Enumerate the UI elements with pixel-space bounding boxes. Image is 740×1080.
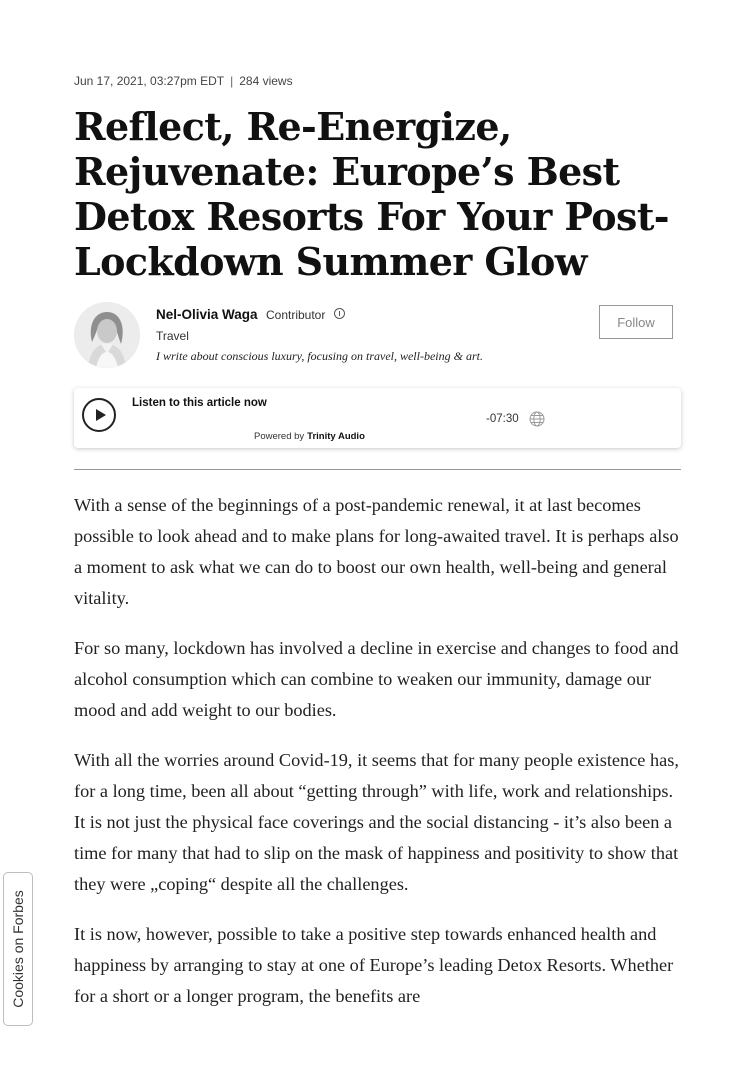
play-icon[interactable] [82, 398, 116, 432]
publish-date: Jun 17, 2021, 03:27pm EDT [74, 74, 225, 88]
author-avatar[interactable] [74, 302, 140, 368]
powered-by-label: Powered by [254, 431, 305, 442]
author-block [74, 300, 682, 370]
author-section[interactable]: Travel [156, 329, 189, 343]
author-name-row [156, 306, 345, 324]
listen-label: Listen to this article now [132, 397, 267, 409]
article-body [74, 490, 684, 1031]
article-paragraph: With a sense of the beginnings of a post-pandemic renewal, it at last becomes possible to look ahead and to make plans for long-awaited travel. It is perhaps also a moment to ask what we can do to boost our own health, well-being and general vitality. [74, 495, 679, 608]
article-paragraph: It is now, however, possible to take a positive step towards enhanced health and happiness by arranging to stay at one of Europe’s leading Detox Resorts. Whether for a short or a longer program, the benefits are [74, 924, 674, 1006]
powered-by [254, 431, 365, 442]
article-headline: Reflect, Re-Energize, Rejuvenate: Europe’s Best Detox Resorts For Your Post-Lockdown Summer Glow [74, 104, 669, 284]
article-paragraph: For so many, lockdown has involved a decline in exercise and changes to food and alcohol consumption which can combine to weaken our immunity, damage our mood and add weight to our bodies. [74, 638, 679, 720]
author-bio: I write about conscious luxury, focusing on travel, well-being & art. [156, 349, 483, 363]
audio-provider[interactable]: Trinity Audio [307, 431, 365, 442]
header-divider [74, 469, 681, 470]
meta-separator: | [230, 74, 234, 88]
cookies-on-forbes-button[interactable] [3, 872, 33, 1026]
author-name[interactable]: Nel-Olivia Waga [156, 307, 258, 322]
audio-player [74, 388, 681, 448]
article-paragraph: With all the worries around Covid-19, it seems that for many people existence has, for a long time, been all about “getting through” with life, work and relationships. It is not just the physical face coverings and the social distancing - it’s also been a time for many that had to slip on the mask of happiness and positivity to show that they were „coping“ despite all the challenges. [74, 750, 679, 894]
article-meta [74, 74, 293, 88]
time-remaining: -07:30 [486, 413, 519, 425]
author-role: Contributor [265, 308, 326, 322]
globe-icon[interactable] [529, 411, 545, 427]
cookies-label: Cookies on Forbes [10, 890, 26, 1008]
author-photo [74, 302, 140, 368]
view-count: 284 views [239, 74, 293, 88]
info-icon[interactable] [334, 308, 345, 319]
follow-button[interactable]: Follow [599, 305, 673, 339]
